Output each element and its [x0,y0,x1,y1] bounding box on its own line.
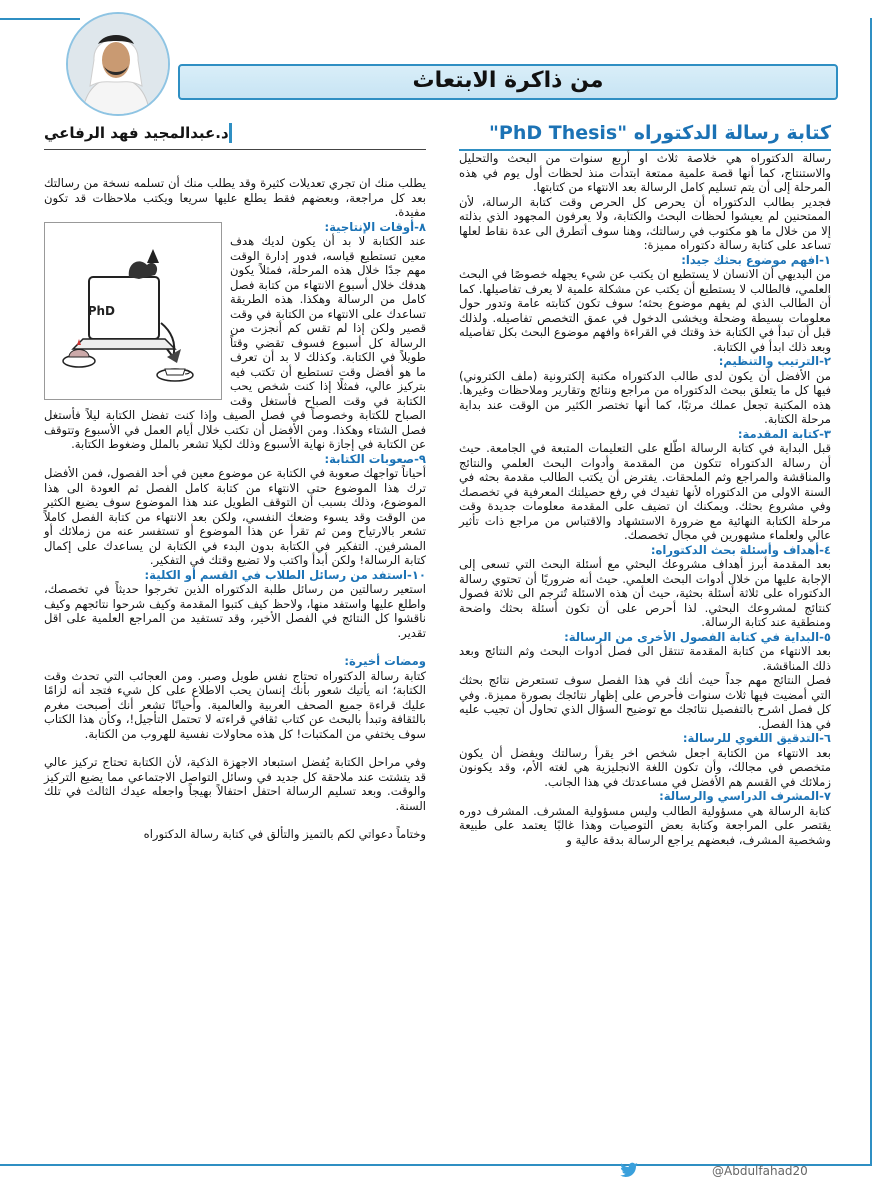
paragraph: بعد الانتهاء من الكتابة اجعل شخص اخر يقرأ رسالتك ويفضل أن يكون متخصص في مجالك، وأن تكون اللغة الانجليزية هي لغته الأم، وقد يكونون زملائك في القسم هم الأفضل في مساعدتك في هذا الجانب. [459,745,831,789]
section-heading: ٥-البداية في كتابة الفصول الأخرى من الرسالة: [564,629,831,644]
paragraph: وفي مراحل الكتابة يُفضل استبعاد الاجهزة الذكية، لأن الكتابة تحتاج تركيز عالي قد يتشتت عند ملاحقة كل جديد في وسائل التواصل الاجتماعي مما يضيع التركيز والوقت. وبعد تسليم الرسالة احتفل احتفالاً بهيجاً واجعله عيدك الثالث في تلك السنة. [44,755,426,813]
section-title: من ذاكرة الابتعاث [412,68,604,93]
phd-illustration [44,222,222,400]
section-banner [178,64,838,100]
spacer [44,640,426,654]
section-heading: ومضات أخيرة: [344,654,426,668]
paragraph: رسالة الدكتوراه هي خلاصة ثلاث او أربع سنوات من البحث والتحليل والاستنتاج، كما أنها قصة علمية ممتعة ابتدأت منذ لحظات أول يوم في هذه المرحلة إلى أن يتم تسليم كامل الرسالة بعد الانتهاء من كتابتها. [459,151,831,194]
spacer [44,741,426,755]
left-intro-paragraph: يطلب منك ان تجري تعديلات كثيرة وقد يطلب منك أن تسلمه نسخة من رسالتك بعد كل مراجعة، وبعضهم فقط يطلع عليها سريعا ويكتب ملاحظات قد تكون مفيدة. [44,176,426,219]
twitter-icon [618,1162,640,1178]
paragraph: أحياناً تواجهك صعوبة في الكتابة عن موضوع معين في أحد الفصول، فمن الأفضل ترك هذا الموضوع حتى الانتهاء من كتابة كامل الفصل ثم العودة الى هذا الموضوع، وذلك بسبب أن التوقف الطويل عند هذا الموضوع سوف يضيع الكثير من الوقت وقد يسوء وضعك النفسي، ولكن بعد الانتهاء من كتابة الفصل كاملاً تشعر بالارتياح ومن ثم تقرأ عن هذا الموضوع أو تستفسر عنه من زملائك أو المشرفين. التفكير في الكتابة بدون البدء في الكتابة لن يساعدك على إكمال كتابة الرسالة! ولكن أبدأ واكتب ولا تضيع وقتك في التفكير. [44,466,426,567]
article-title: كتابة رسالة الدكتوراه "PhD Thesis" [459,118,831,151]
right-column-body [459,151,831,847]
paragraph: بعد الانتهاء من كتابة المقدمة تنتقل الى فصل أدوات البحث وثم النتائج وبعد ذلك المناقشة. [459,644,831,673]
twitter-handle[interactable]: @Abdulfahad20 [712,1164,808,1178]
left-column-body [44,176,426,842]
author-name: د.عبدالمجيد فهد الرفاعي [44,124,229,142]
paragraph: كتابة الرسالة هي مسؤولية الطالب وليس مسؤولية المشرف. المشرف دوره يقتصر على المراجعة وكتابة بعض التوصيات وهذا غالبًا يعتمد على طبيعة وشخصية المشرف، فبعضهم يراجع الرسالة بدقة عالية و [459,803,831,847]
section-heading: ٦-التدقيق اللغوي للرسالة: [682,731,831,745]
paragraph: فجدير بطالب الدكتوراه أن يحرص كل الحرص وقت كتابة الرسالة، لأن الممتحنين لم يعيشوا لحظات البحث والكتابة، ولا يعرفون المجهود الذي بذلته إلا من خلال ما هو مكتوب في رسالتك، وهنا سوف أتطرق الى عدة نقاط لعلها تساعد على كتابة رسالة دكتوراه مميزة: [459,194,831,252]
paragraph: قبل البداية في كتابة الرسالة اطّلع على التعليمات المتبعة في الجامعة. حيث أن رسالة الدكتوراه تتكون من المقدمة وأدوات البحث العلمي والنتائج والمناقشة والمراجع وثم الملحقات. يفترض أن يكتب الطالب مقدمة بحثه في السنة الاولى من الدكتوراه لأنها تفيدك في رفع حصيلتك المعرفية في تخصصك وفي مشروع بحثك. ويمكنك ان تضيف على المقدمة معلومات جديدة وقت مرحلة الكتابة النهائية مع ضرورة الاستشهاد والاقتباس من مراجع ذات تأثير عالي ولعلماء مشهورين في مجال تخصصك. [459,441,831,542]
paragraph: وختاماً دعواتي لكم بالتميز والتألق في كتابة رسالة الدكتوراه [143,827,426,841]
paragraph: كتابة رسالة الدكتوراه تحتاج نفس طويل وصبر. ومن العجائب التي تحدث وقت الكتابة؛ انه يأتيك شعور بأنك إنسان يحب الاطلاع على كل شيء فتجد أنه لزامًا عليك قراءة جميع الصحف العربية والعالمية. وأحيانًا تشعر أنك أصبحت مغرم بالثقافة وتبدأ بالبحث عن كتاب ثقافي قراءته لا تحتمل التأجيل!، وكأن هذا الكتاب سوف يختفي من المكتبات! كل هذه محاولات نفسية للهروب من الكتابة. [44,668,426,741]
paragraph: عند الكتابة لا بد أن يكون لديك هدف معين تستطيع قياسه، فدور إدارة الوقت مهم جدًا خلال هذه المرحلة، فمثلاً يكون هدفك خلال أسبوع الانتهاء من كتابة فصل كامل من الرسالة وهكذا. هذه الطريقة تساعدك على الانتهاء من الكتابة في وقت قصير ولكن إذا لم تقس كم أنجزت من الرسالة كل أسبوع فسوف تقضي وقتاً طويلاً في الكتابة. وكذلك لا بد أن تعرف ما هو أفضل وقت تستطيع أن تكتب فيه بتركيز عالي، فمثلًا إذا كنت شخص يحب الكتابة في وقت الصباح فأستغل وقت الصباح للكتابة وخصوصاً في فصل الصيف وإذا كنت تفضل الكتابة ليلاً فأستغل فصل الشتاء وهكذا. ومن الأفضل أن تكتب خلال أيام العمل في الأسبوع وتتوقف عن الكتابة في إجازة نهاية الأسبوع وذلك لكيلا تشعر بالملل وضغوط الكتابة. [44,234,426,451]
section-heading: ١٠-استفد من رسائل الطلاب في القسم أو الكلية: [144,567,426,582]
paragraph: فصل النتائج مهم جداً حيث أنك في هذا الفصل سوف تستعرض نتائج بحثك التي أمضيت فيها ثلاث سنوات فأحرص على إظهار نتائجك بصورة مميزة. وفي كل فصل اشرح بالتفصيل نتائجك مع توضيح السؤال الذي تحاول أن تجيب عليه في هذا الفصل. [459,673,831,731]
paragraph: استعير رسالتين من رسائل طلبة الدكتوراه الذين تخرجوا حديثاً في تخصصك، واطلع عليها واستفد منها، ولاحظ كيف كتبوا المقدمة وكيف شرحوا نتائجهم وكيف ناقشوا كل النتائج في الفصل الأخير، وقد تستفيد من المراجع العلمية على اقل تقدير. [44,582,426,640]
section-heading: ٤-أهداف وأسئلة بحث الدكتوراه: [650,542,831,557]
section-heading: ١-افهم موضوع بحثك جيدا: [681,252,831,267]
right-column [459,118,831,847]
section-heading: ٣-كتابة المقدمة: [737,426,831,441]
section-heading: ٨-أوقات الإنتاجية: [324,219,426,234]
paragraph: من الأفضل أن يكون لدى طالب الدكتوراه مكتبة إلكترونية (ملف الكتروني) فيها كل ما يتعلق ببحث الدكتوراه من مراجع ونتائج وتقارير وملاحظات وغيرها. هذه المكتبة تجعل عملك مرتبًا، كما أنها تختصر الكثير من الوقت عند بداية مرحلة الكتابة. [459,368,831,426]
author-photo [66,12,170,116]
section-heading: ٧-المشرف الدراسي والرسالة: [659,789,831,803]
author-byline [44,118,426,150]
spacer [44,813,426,827]
paragraph: من البديهي أن الانسان لا يستطيع ان يكتب عن شيء يجهله خصوصًا في البحث العلمي، فالطالب لا يستطيع أن يكتب عن مشكلة علمية لا يعرف تفاصيلها. كما أن الطالب الذي لم يفهم موضوع بحثه؛ سوف تكون كتابته عامة وتدور حول معلومات بسيطة وضحلة ويخشى الدخول في عمق التخصص تفاصيله. ولذلك قبل أن تبدأ في الكتابة خذ وقتك في القراءة وافهم موضوع البحث بكل تفاصيله وبعد ذلك ابدأ في الكتابة. [459,267,831,354]
section-heading: ٩-صعوبات الكتابة: [324,451,426,466]
paragraph: بعد المقدمة أبرز أهداف مشروعك البحثي مع أسئلة البحث التي تسعى إلى الإجابة عليها من خلال أدوات البحث العلمي. حيث أنه ضروريًا أن تحتوي رسالة الدكتوراه على ثلاثة أسئلة بحثية، حيث أن هذه الاسئلة تُترجم الى ثلاثة فصول كنتائج لمشروعك البحثي. لذا أحرص على أن تكون أسئلة بحثك واضحة ومنطقية عند كتابة الرسالة. [459,557,831,629]
author-accent-bar [229,123,232,143]
left-column [44,118,426,842]
section-heading: ٢-الترتيب والتنظيم: [718,354,831,368]
illustration-label: PhD [87,303,115,318]
